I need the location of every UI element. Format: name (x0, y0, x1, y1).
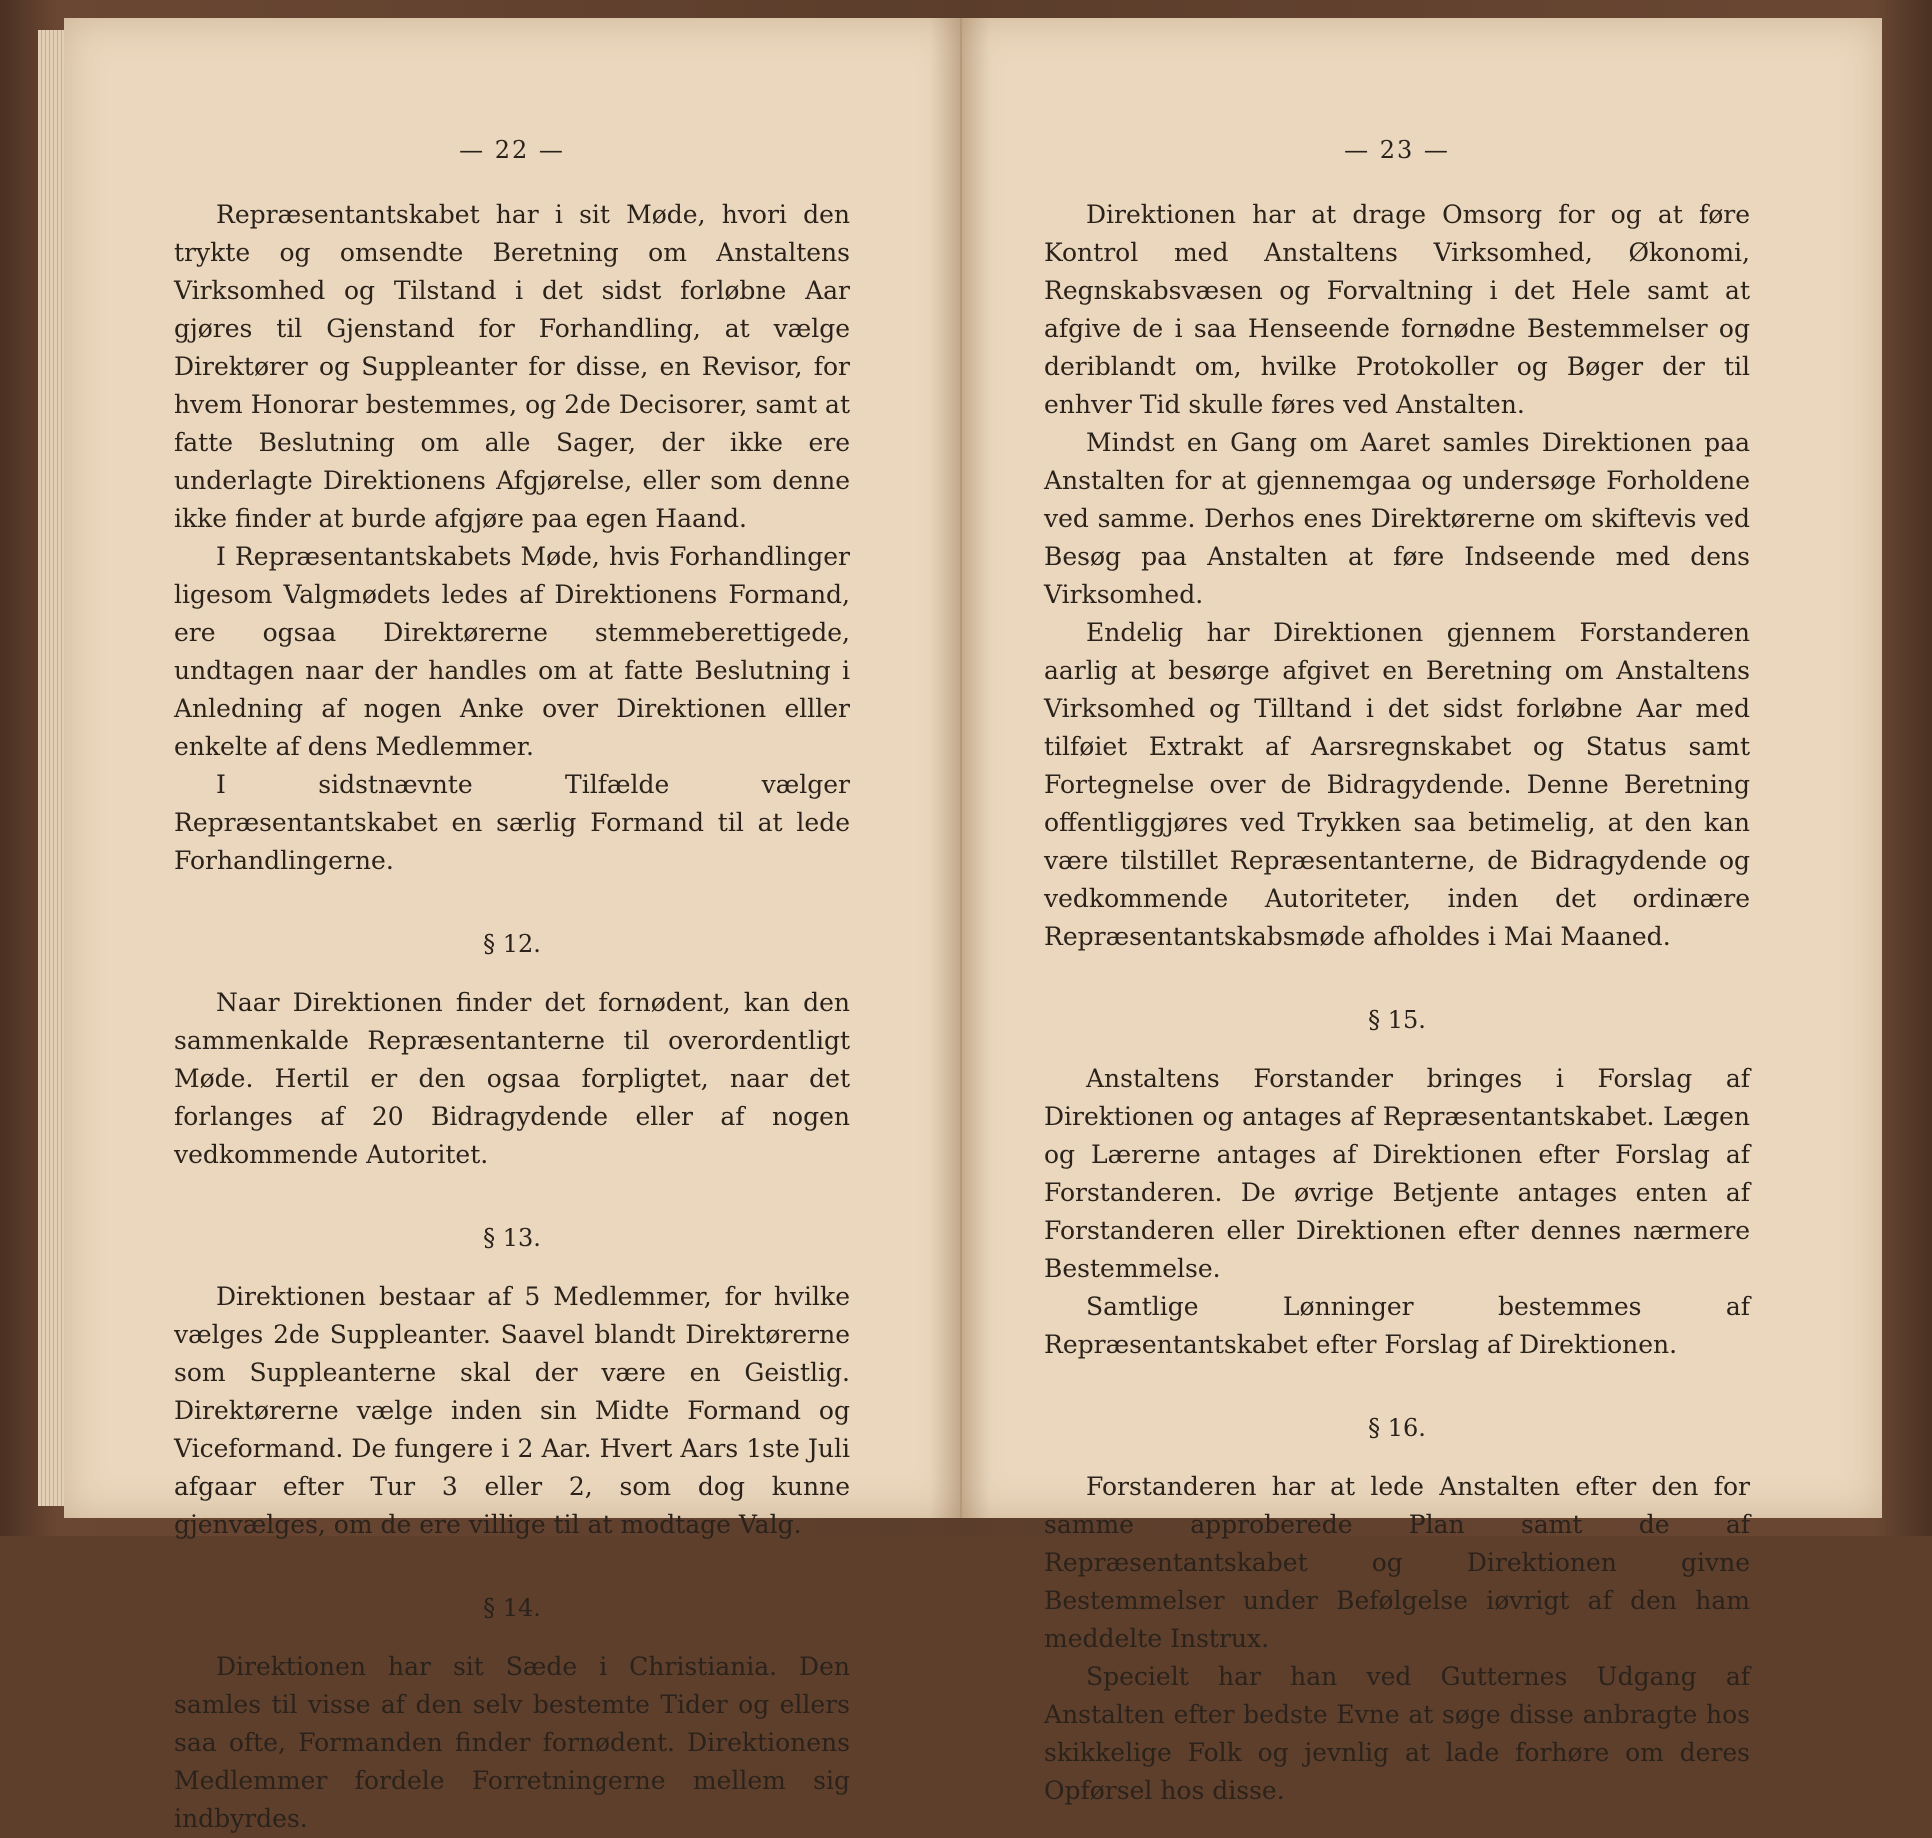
paragraph: Specielt har han ved Gutternes Udgang af Anstalten efter bedste Evne at søge disse anbragte hos skikkelige Folk og jevnlig at lade forhøre om deres Opførsel hos disse. (1044, 1662, 1750, 1805)
paragraph: Samtlige Lønninger bestemmes af Repræsentantskabet efter Forslag af Direktionen. (1044, 1292, 1750, 1359)
page-number: — 22 — (459, 136, 565, 164)
right-page-content (1044, 136, 1750, 1810)
page-number: — 23 — (1344, 136, 1450, 164)
left-page (64, 18, 962, 1833)
paragraph: Repræsentantskabet har i sit Møde, hvori den trykte og omsendte Beretning om Anstaltens Virksomhed og Tilstand i det sidst forløbne Aar gjøres til Gjenstand for Forhandling, at vælge Direktører og Suppleanter for disse, en Revisor, for hvem Honorar bestemmes, og 2de Decisorer, samt at fatte Beslutning om alle Sager, der ikke ere underlagte Direktionens Afgjørelse, eller som denne ikke finder at burde afgjøre paa egen Haand. (174, 200, 850, 533)
section-heading: § 13. (483, 1224, 541, 1252)
paragraph: Naar Direktionen finder det fornødent, kan den sammenkalde Repræsentanterne til overordentligt Møde. Hertil er den ogsaa forpligtet, naar det forlanges af 20 Bidragydende eller af nogen vedkommende Autoritet. (174, 988, 850, 1169)
right-page (962, 18, 1882, 1805)
paragraph: Direktionen har at drage Omsorg for og at føre Kontrol med Anstaltens Virksomhed, Økonomi, Regnskabsvæsen og Forvaltning i det Hele samt at afgive de i saa Henseende fornødne Bestemmelser og deriblandt om, hvilke Protokoller og Bøger der til enhver Tid skulle føres ved Anstalten. (1044, 200, 1750, 419)
paragraph: Endelig har Direktionen gjennem Forstanderen aarlig at besørge afgivet en Beretning om Anstaltens Virksomhed og Tilltand i det sidst forløbne Aar med tilføiet Extrakt af Aarsregnskabet og Status samt Fortegnelse over de Bidragydende. Denne Beretning offentliggjøres ved Trykken saa betimelig, at den kan være tilstillet Repræsentanterne, de Bidragydende og vedkommende Autoriteter, inden det ordinære Repræsentantskabsmøde afholdes i Mai Maaned. (1044, 618, 1750, 951)
section-heading: § 12. (483, 930, 541, 958)
section-heading: § 15. (1368, 1006, 1426, 1034)
section-heading: § 16. (1368, 1414, 1426, 1442)
section-heading: § 14. (483, 1594, 541, 1622)
paragraph: Direktionen bestaar af 5 Medlemmer, for hvilke vælges 2de Suppleanter. Saavel blandt Direktørerne som Suppleanterne skal der være en Geistlig. Direktørerne vælge inden sin Midte Formand og Viceformand. De fungere i 2 Aar. Hvert Aars 1ste Juli afgaar efter Tur 3 eller 2, som dog kunne gjenvælges, om de ere villige til at modtage Valg. (174, 1282, 850, 1539)
paragraph: Direktionen har sit Sæde i Christiania. Den samles til visse af den selv bestemte Tider og ellers saa ofte, Formanden finder fornødent. Direktionens Medlemmer fordele Forretningerne mellem sig indbyrdes. (174, 1652, 850, 1833)
left-page-content (174, 136, 850, 1838)
paragraph: Forstanderen har at lede Anstalten efter den for samme approberede Plan samt de af Repræsentantskabet og Direktionen givne Bestemmelser under Befølgelse iøvrigt af den ham meddelte Instrux. (1044, 1472, 1750, 1653)
paragraph: Anstaltens Forstander bringes i Forslag af Direktionen og antages af Repræsentantskabet. Lægen og Lærerne antages af Direktionen efter Forslag af Forstanderen. De øvrige Betjente antages enten af Forstanderen eller Direktionen efter dennes nærmere Bestemmelse. (1044, 1064, 1750, 1283)
paragraph: Mindst en Gang om Aaret samles Direktionen paa Anstalten for at gjennemgaa og undersøge Forholdene ved samme. Derhos enes Direktørerne om skiftevis ved Besøg paa Anstalten at føre Indseende med dens Virksomhed. (1044, 428, 1750, 609)
page-edges (38, 30, 64, 1506)
paragraph: I sidstnævnte Tilfælde vælger Repræsentantskabet en særlig Formand til at lede Forhandlingerne. (174, 770, 850, 875)
paragraph: I Repræsentantskabets Møde, hvis Forhandlinger ligesom Valgmødets ledes af Direktionens Formand, ere ogsaa Direktørerne stemmeberettigede, undtagen naar der handles om at fatte Beslutning i Anledning af nogen Anke over Direktionen elller enkelte af dens Medlemmer. (174, 542, 850, 761)
